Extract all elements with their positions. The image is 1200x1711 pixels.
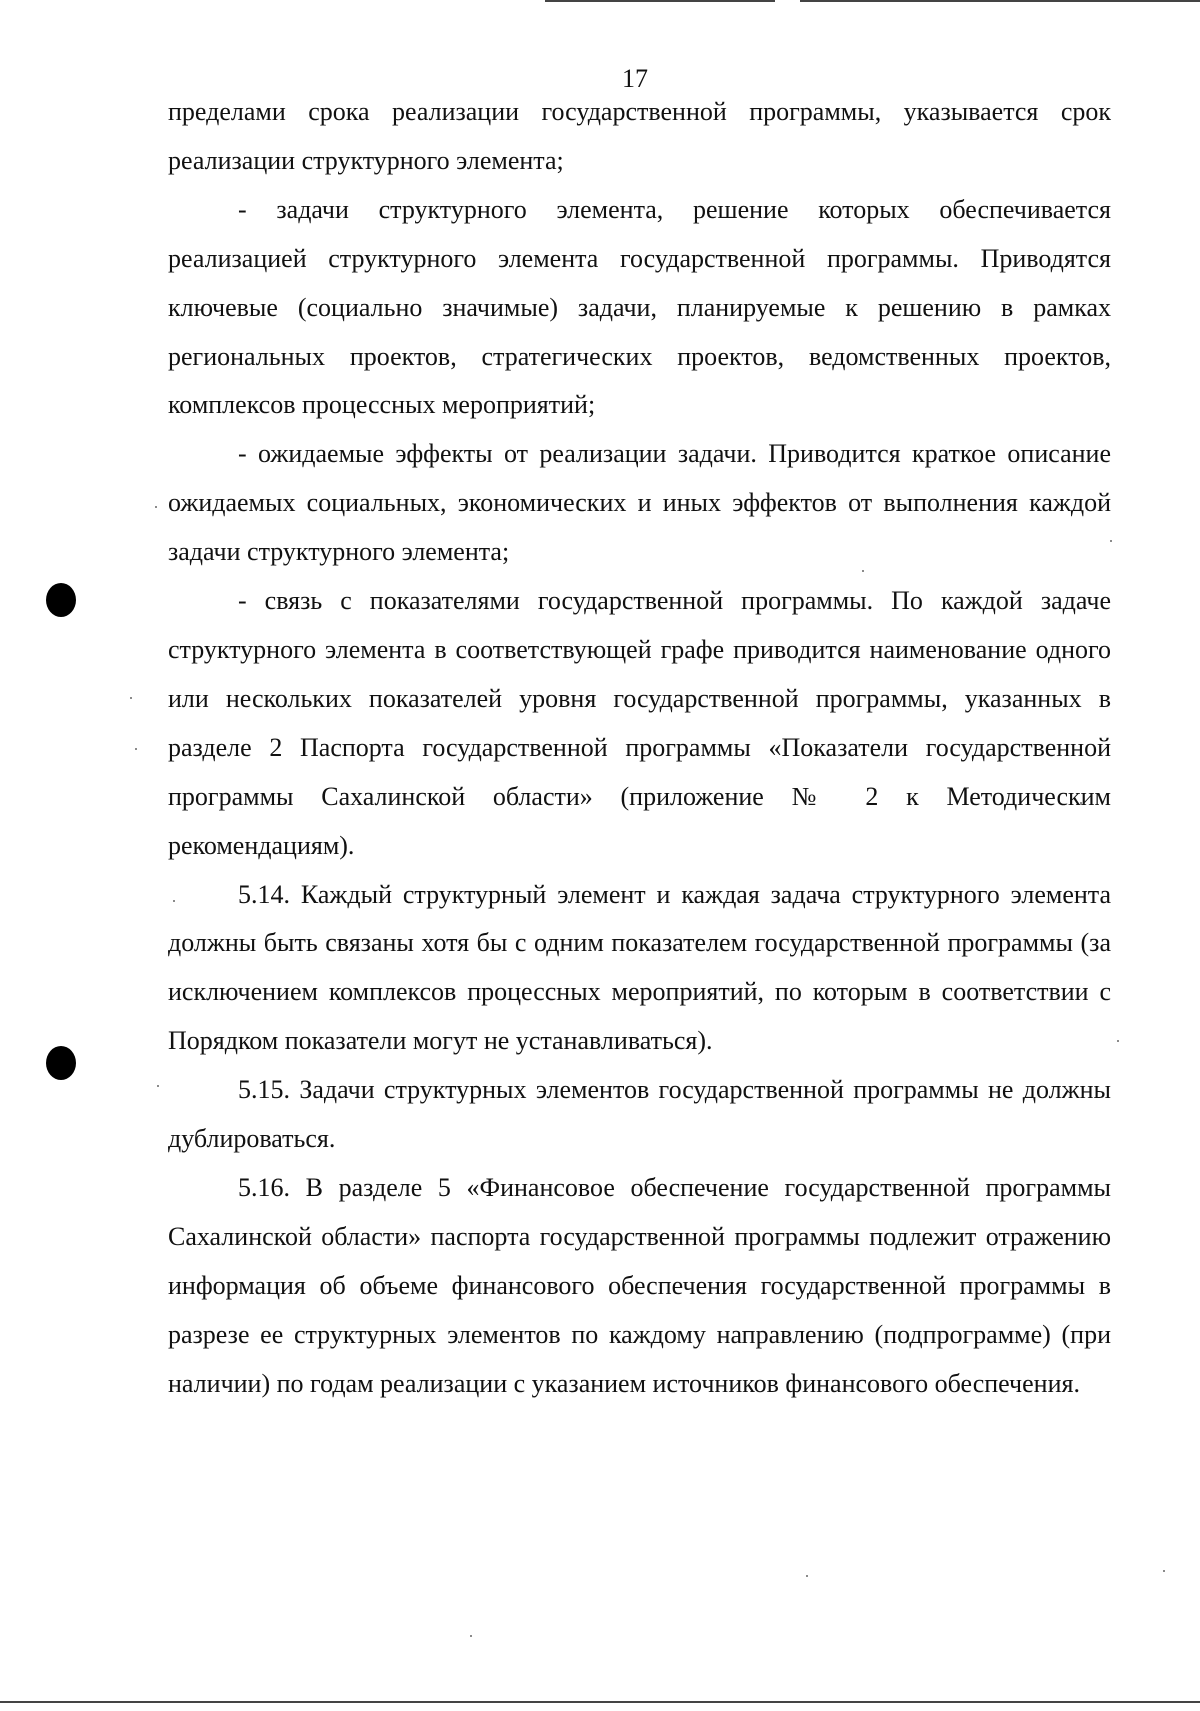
paragraph-section-5-15: 5.15. Задачи структурных элементов государственной программы не должны дублироваться.	[168, 1075, 1111, 1154]
punch-hole-upper	[46, 583, 76, 617]
paragraph-structural-tasks: - задачи структурного элемента, решение которых обеспечивается реализацией структурного элемента государственной программы. Приводятся ключевые (социально значимые) задачи, планируемые к решению в рамках региональных проектов, стратегических проектов, ведомственных проектов, комплексов процессных мероприятий;	[168, 194, 1111, 420]
paragraph-section-5-14: 5.14. Каждый структурный элемент и каждая задача структурного элемента должны быть связаны хотя бы с одним показателем государственной программы (за исключением комплексов процессных мероприятий, по которым в соответствии с Порядком показатели могут не устанавливаться).	[168, 879, 1111, 1056]
scan-speck	[135, 748, 137, 750]
paragraph-expected-effects: - ожидаемые эффекты от реализации задачи. Приводится краткое описание ожидаемых социальных, экономических и иных эффектов от выполнения каждой задачи структурного элемента;	[168, 439, 1111, 567]
scan-speck	[1163, 1570, 1165, 1572]
scan-speck	[1117, 1040, 1119, 1042]
scan-edge-line-top-right	[800, 0, 1200, 2]
paragraph-term-continuation: пределами срока реализации государственной программы, указывается срок реализации структурного элемента;	[168, 97, 1111, 175]
scan-speck	[130, 697, 132, 699]
punch-hole-lower	[46, 1046, 76, 1080]
document-body	[168, 88, 1111, 1408]
paragraph-section-5-16: 5.16. В разделе 5 «Финансовое обеспечение государственной программы Сахалинской области» паспорта государственной программы подлежит отражению информация об объеме финансового обеспечения государственной программы в разрезе ее структурных элементов по каждому направлению (подпрограмме) (при наличии) по годам реализации с указанием источников финансового обеспечения.	[168, 1172, 1111, 1398]
scan-edge-line-bottom	[0, 1701, 1200, 1703]
scan-edge-line-top	[545, 0, 775, 2]
scan-speck	[155, 506, 157, 508]
paragraph-indicators-link: - связь с показателями государственной программы. По каждой задаче структурного элемента в соответствующей графе приводится наименование одного или нескольких показателей уровня государственной программы, указанных в разделе 2 Паспорта государственной программы «Показатели государственной программы Сахалинской области» (приложение № 2 к Методическим рекомендациям).	[168, 586, 1111, 860]
scan-speck	[806, 1575, 808, 1577]
page-number: 17	[622, 64, 648, 93]
scan-speck	[470, 1635, 472, 1637]
scan-speck	[157, 1085, 159, 1087]
